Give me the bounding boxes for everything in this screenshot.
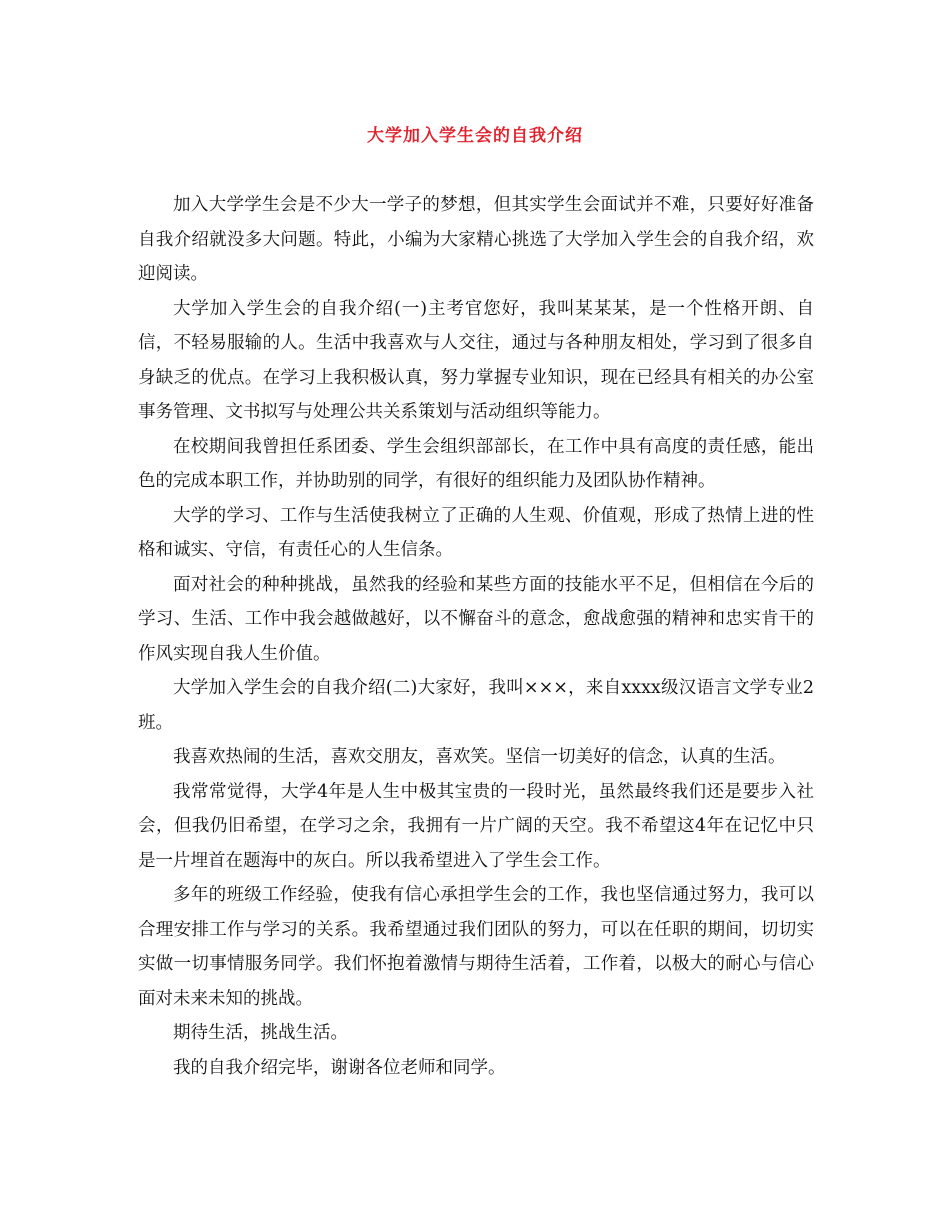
paragraph: 我的自我介绍完毕，谢谢各位老师和同学。 bbox=[173, 1057, 506, 1078]
paragraph: 多年的班级工作经验，使我有信心承担学生会的工作，我也坚信通过努力，我可以合理安排工作与学习的关系。我希望通过我们团队的努力，可以在任职的期间，切切实实做一切事情服务同学。我们怀抱着激情与期待生活着，工作着，以极大的耐心与信心面对未来未知的挑战。 bbox=[138, 885, 814, 1009]
paragraph: 大学的学习、工作与生活使我树立了正确的人生观、价值观，形成了热情上进的性格和诚实、守信，有责任心的人生信条。 bbox=[138, 505, 814, 560]
paragraph: 面对社会的种种挑战，虽然我的经验和某些方面的技能水平不足，但相信在今后的学习、生活、工作中我会越做越好，以不懈奋斗的意念，愈战愈强的精神和忠实肯干的作风实现自我人生价值。 bbox=[138, 574, 814, 664]
paragraph: 在校期间我曾担任系团委、学生会组织部部长，在工作中具有高度的责任感，能出色的完成本职工作，并协助别的同学，有很好的组织能力及团队协作精神。 bbox=[138, 436, 814, 491]
document-body bbox=[138, 188, 814, 1085]
paragraph: 我常常觉得，大学4年是人生中极其宝贵的一段时光，虽然最终我们还是要步入社会，但我仍旧希望，在学习之余，我拥有一片广阔的天空。我不希望这4年在记忆中只是一片埋首在题海中的灰白。所以我希望进入了学生会工作。 bbox=[138, 781, 814, 871]
paragraph: 加入大学学生会是不少大一学子的梦想，但其实学生会面试并不难，只要好好准备自我介绍就没多大问题。特此，小编为大家精心挑选了大学加入学生会的自我介绍，欢迎阅读。 bbox=[138, 195, 814, 284]
document-title: 大学加入学生会的自我介绍 bbox=[367, 126, 583, 146]
paragraph: 大学加入学生会的自我介绍(一)主考官您好，我叫某某某，是一个性格开朗、自信，不轻易服输的人。生活中我喜欢与人交往，通过与各种朋友相处，学习到了很多自身缺乏的优点。在学习上我积极认真，努力掌握专业知识，现在已经具有相关的办公室事务管理、文书拟写与处理公共关系策划与活动组织等能力。 bbox=[138, 298, 814, 422]
paragraph: 期待生活，挑战生活。 bbox=[173, 1023, 348, 1043]
paragraph: 我喜欢热闹的生活，喜欢交朋友，喜欢笑。坚信一切美好的信念，认真的生活。 bbox=[173, 747, 786, 767]
paragraph: 大学加入学生会的自我介绍(二)大家好，我叫×××，来自xxxx级汉语言文学专业2班。 bbox=[138, 678, 814, 733]
